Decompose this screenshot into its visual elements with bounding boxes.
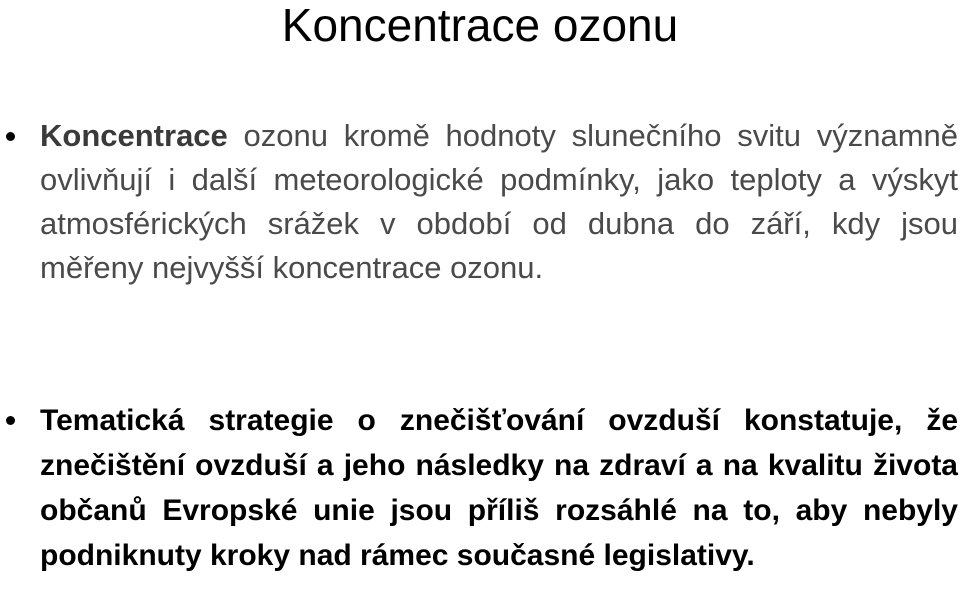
bullet-item-1: [40, 114, 958, 290]
bullet-1-lead: Koncentrace: [40, 118, 228, 153]
bullet-1-text: ozonu kromě hodnoty slunečního svitu významně ovlivňují i další meteorologické podmínky, jako teploty a výskyt atmosférických srážek v období od dubna do září, kdy jsou měřeny nejvyšší koncentrace ozonu.: [40, 118, 958, 285]
bullet-dot-icon: [6, 416, 15, 425]
bullet-2-text: Tematická strategie o znečišťování ovzduší konstatuje, že znečištění ovzduší a jeho následky na zdraví a na kvalitu života občanů Evropské unie jsou příliš rozsáhlé na to, aby nebyly podniknuty kroky nad rámec současné legislativy.: [40, 404, 958, 572]
bullet-item-2: [40, 398, 958, 578]
bullet-dot-icon: [6, 132, 15, 141]
slide-title: Koncentrace ozonu: [281, 0, 679, 51]
